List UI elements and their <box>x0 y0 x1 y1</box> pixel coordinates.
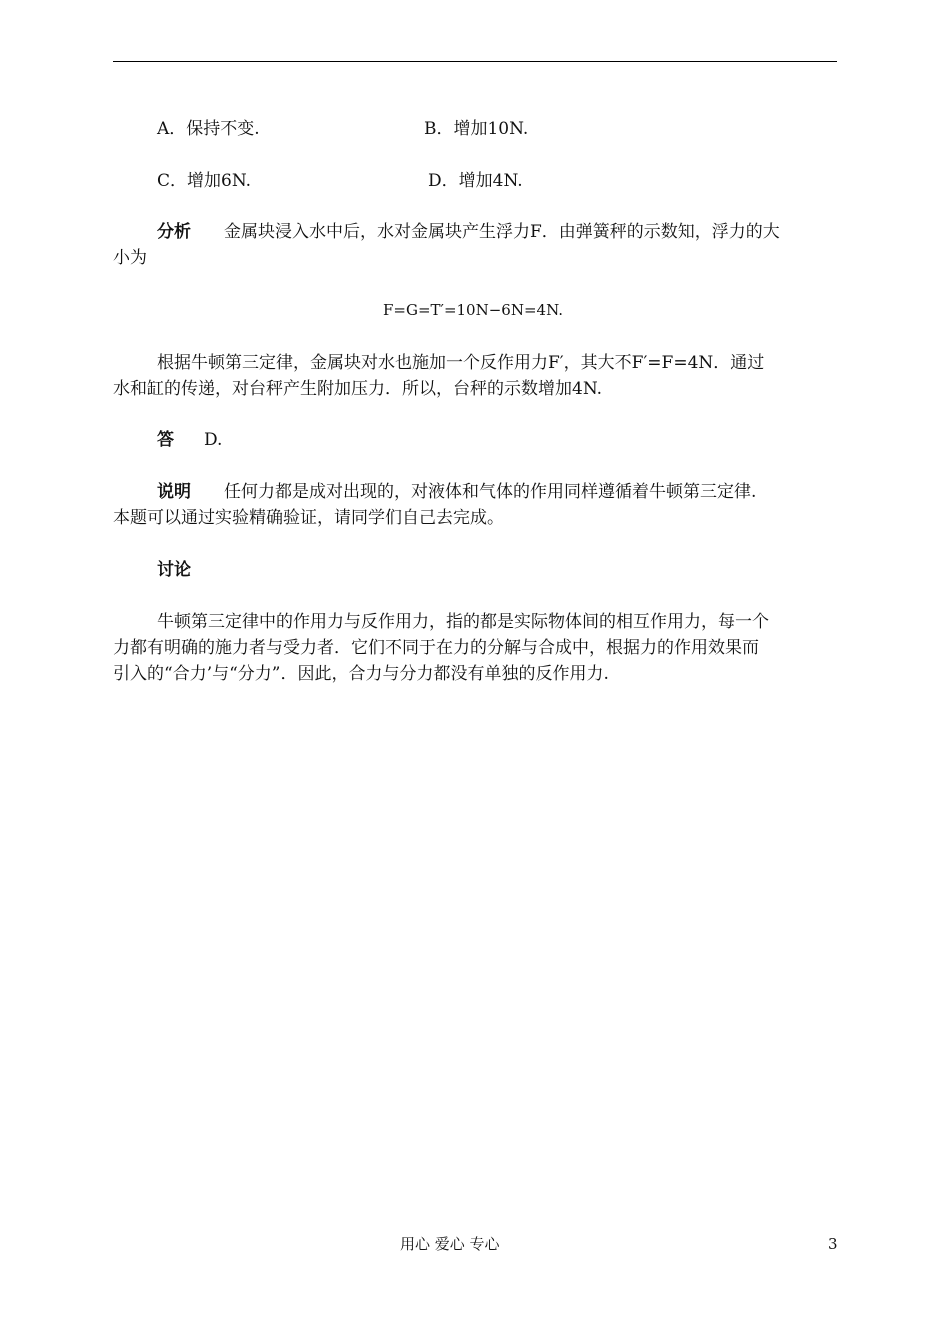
option-c: C．增加6N. <box>157 171 252 191</box>
discussion-line-3: 引入的“合力’与“分力”．因此，合力与分力都没有单独的反作用力. <box>113 664 609 684</box>
analysis-line-3: 根据牛顿第三定律，金属块对水也施加一个反作用力F′，其大不F′=F=4N．通过 <box>157 353 765 373</box>
option-d: D．增加4N. <box>428 171 523 191</box>
note-line-1: 任何力都是成对出现的，对液体和气体的作用同样遵循着牛顿第三定律. <box>224 482 757 502</box>
page-number: 3 <box>828 1235 838 1253</box>
answer-label: 答 <box>157 430 174 450</box>
note-label: 说明 <box>157 482 191 502</box>
analysis-line-2: 小为 <box>113 248 147 268</box>
option-a: A．保持不变. <box>157 119 260 139</box>
analysis-line-4: 水和缸的传递，对台秤产生附加压力．所以，台秤的示数增加4N. <box>113 379 603 399</box>
header-rule <box>113 61 837 62</box>
note-line-2: 本题可以通过实验精确验证，请同学们自己去完成。 <box>113 508 504 528</box>
footer-motto: 用心 爱心 专心 <box>400 1235 500 1253</box>
discussion-line-1: 牛顿第三定律中的作用力与反作用力，指的都是实际物体间的相互作用力，每一个 <box>157 612 769 632</box>
analysis-line-1: 金属块浸入水中后，水对金属块产生浮力F．由弹簧秤的示数知，浮力的大 <box>224 222 780 242</box>
analysis-formula: F=G=T′=10N−6N=4N. <box>383 301 563 319</box>
answer-text: D. <box>204 430 223 450</box>
discussion-line-2: 力都有明确的施力者与受力者．它们不同于在力的分解与合成中，根据力的作用效果而 <box>113 638 759 658</box>
discussion-heading: 讨论 <box>157 560 191 580</box>
analysis-label: 分析 <box>157 222 191 242</box>
option-b: B．增加10N. <box>424 119 529 139</box>
